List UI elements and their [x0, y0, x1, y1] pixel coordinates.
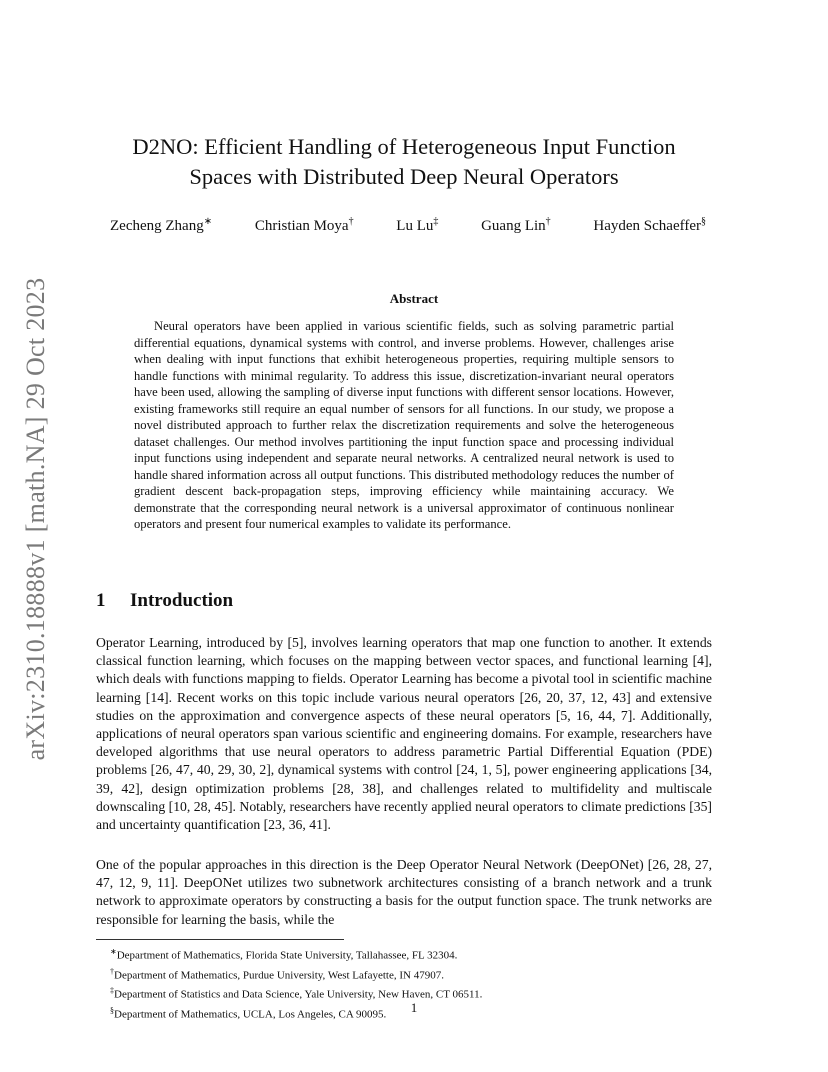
abstract-heading: Abstract	[389, 291, 439, 306]
body-paragraph: One of the popular approaches in this direction is the Deep Operator Neural Network (DeepONet) [26, 28, 27, 47, 12, 9, 11]. DeepONet utilizes two subnetwork architectures consisting of a branch network and a trunk network to approximate operators by constructing a basis for the output function space. The trunk networks are responsible for learning the basis, while the	[96, 857, 712, 927]
author: Guang Lin†	[481, 216, 551, 234]
footnote: §Department of Mathematics, UCLA, Los Angeles, CA 90095.	[110, 1005, 387, 1021]
author: Hayden Schaeffer§	[593, 216, 706, 234]
paper-title	[96, 132, 712, 192]
footnote: ∗Department of Mathematics, Florida State University, Tallahassee, FL 32304.	[110, 947, 458, 962]
body-paragraph: Operator Learning, introduced by [5], involves learning operators that map one function to another. It extends classical function learning, which focuses on the mapping between vector spaces, and functional learning [4], which deals with functions mapping to fields. Operator Learning has become a pivotal tool in scientific machine learning [14]. Recent works on this topic include various neural operators [26, 20, 37, 12, 43] and extensive studies on the approximation and convergence aspects of these neural operators [5, 16, 44, 7]. Additionally, applications of neural operators span various scientific and engineering domains. For example, researchers have developed algorithms that use neural operators to address parametric Partial Differential Equation (PDE) problems [26, 47, 40, 29, 30, 2], dynamical systems with control [24, 1, 5], power engineering applications [34, 39, 42], design optimization problems [28, 38], and challenges related to multifidelity and multiscale downscaling [10, 28, 45]. Notably, researchers have recently applied neural operators to climate predictions [35] and uncertainty quantification [23, 36, 41].	[96, 635, 712, 833]
title-line-2: Spaces with Distributed Deep Neural Operators	[189, 164, 619, 189]
author: Lu Lu‡	[396, 216, 439, 234]
arxiv-identifier: arXiv:2310.18888v1 [math.NA] 29 Oct 2023	[21, 277, 50, 761]
footnote-rule	[96, 939, 344, 940]
author: Christian Moya†	[254, 216, 354, 234]
arxiv-side-stamp	[20, 268, 52, 770]
footnote: †Department of Mathematics, Purdue University, West Lafayette, IN 47907.	[110, 966, 444, 982]
section-heading	[96, 590, 233, 612]
page-number: 1	[410, 1000, 418, 1015]
abstract-text: Neural operators have been applied in various scientific fields, such as solving parametric partial differential equations, dynamical systems with control, and inverse problems. However, challenges arise when dealing with input functions that exhibit heterogeneous properties, requiring multiple sensors to handle functions with minimal regularity. To address this issue, discretization-invariant neural operators have been used, allowing the sampling of diverse input functions with different sensor locations. However, existing frameworks still require an equal number of sensors for all functions. In our study, we propose a novel distributed approach to further relax the discretization requirements and solve the heterogeneous dataset challenges. Our method involves partitioning the input function space and processing individual input functions using independent and separate neural networks. A centralized neural network is used to handle shared information across all output functions. This distributed methodology reduces the number of gradient descent back-propagation steps, improving efficiency while maintaining accuracy. We demonstrate that the corresponding neural network is a universal approximator of continuous nonlinear operators and present four numerical examples to validate its performance.	[134, 319, 674, 531]
footnote: ‡Department of Statistics and Data Science, Yale University, New Haven, CT 06511.	[110, 986, 483, 1001]
title-line-1: D2NO: Efficient Handling of Heterogeneous Input Function	[132, 134, 676, 159]
section-title: Introduction	[130, 590, 234, 611]
author: Zecheng Zhang∗	[110, 216, 213, 234]
author-list	[110, 216, 706, 235]
section-number: 1	[96, 590, 106, 611]
